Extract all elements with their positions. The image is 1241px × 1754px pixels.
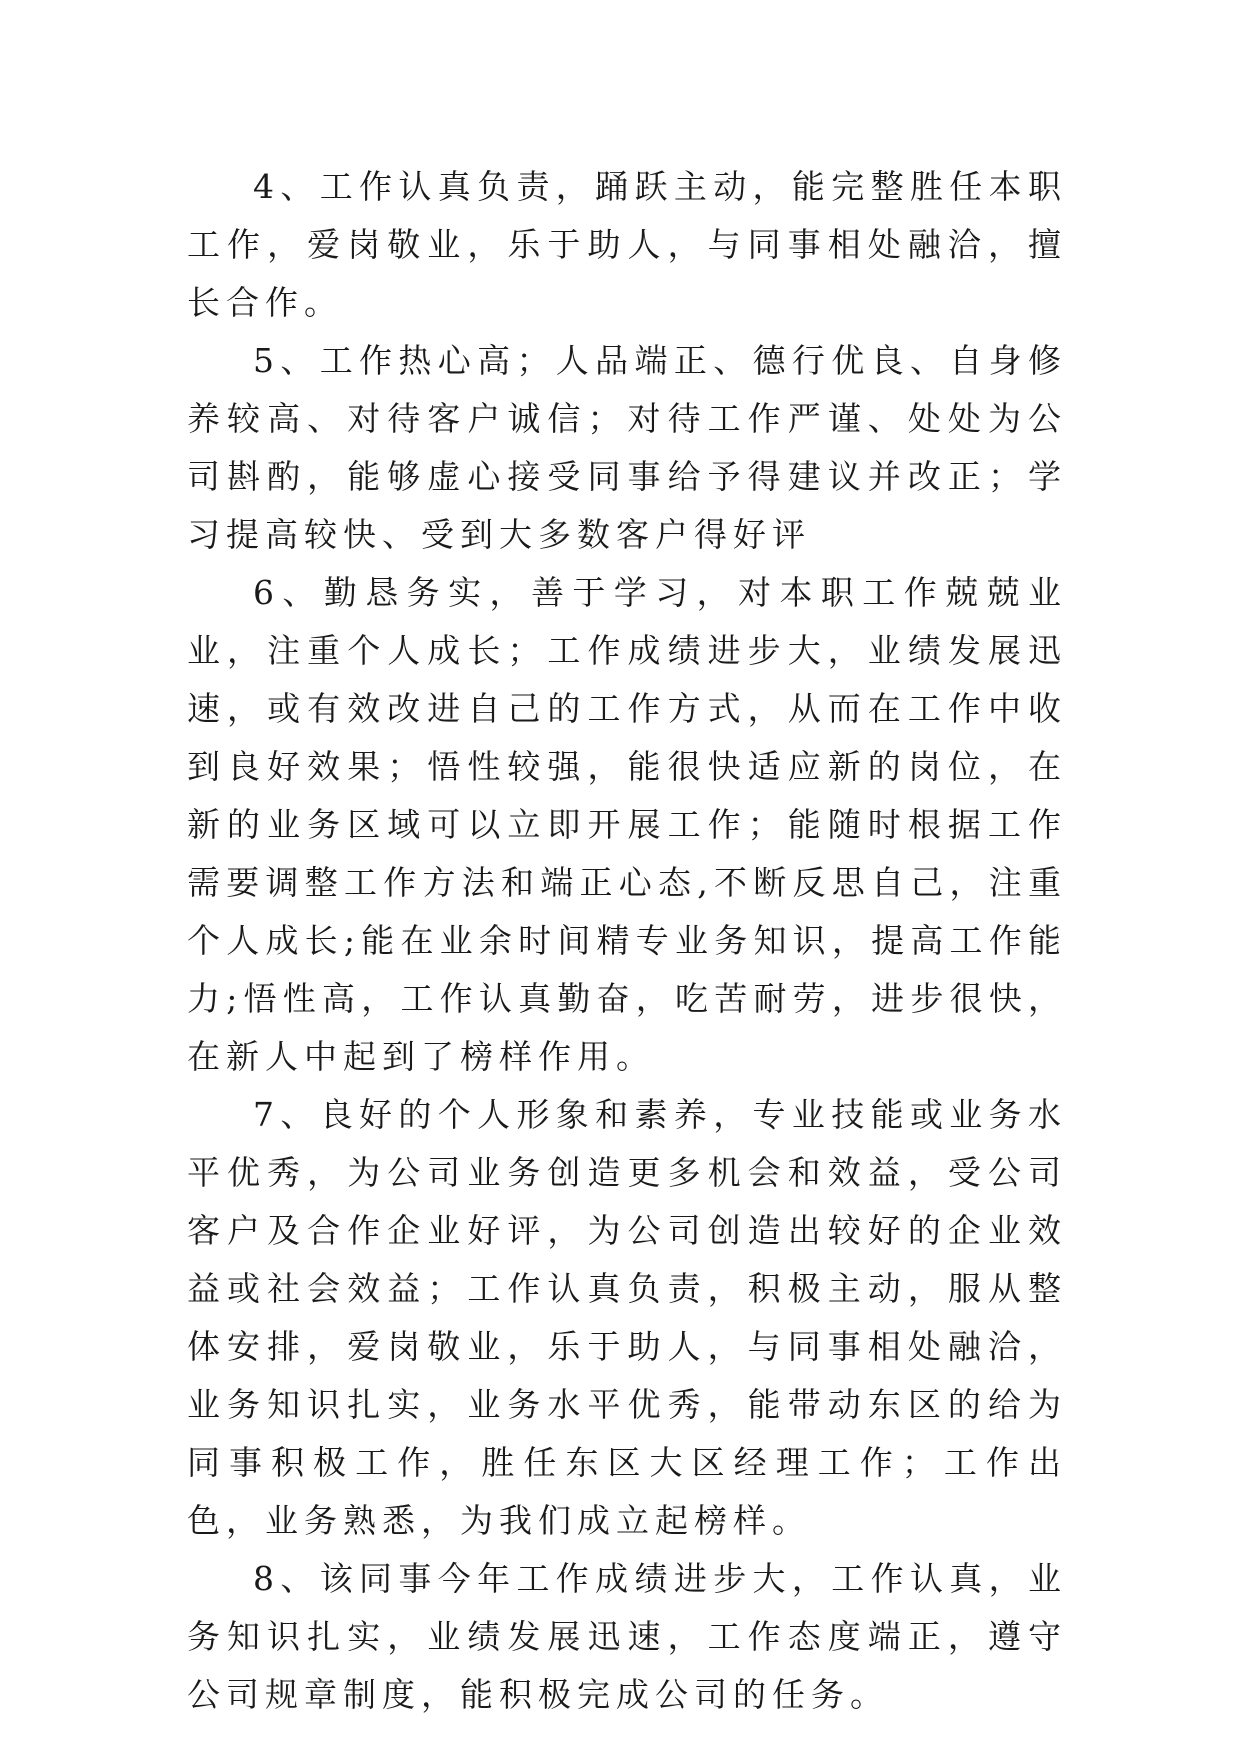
paragraph-8: 8、该同事今年工作成绩进步大，工作认真，业务知识扎实，业绩发展迅速，工作态度端正，遵守公司规章制度，能积极完成公司的任务。: [187, 1559, 1067, 1714]
paragraph-4: 4、工作认真负责，踊跃主动，能完整胜任本职工作，爱岗敬业，乐于助人，与同事相处融洽，擅长合作。: [187, 167, 1067, 322]
paragraph-7: 7、良好的个人形象和素养，专业技能或业务水平优秀，为公司业务创造更多机会和效益，受公司客户及合作企业好评，为公司创造出较好的企业效益或社会效益；工作认真负责，积极主动，服从整体安排，爱岗敬业，乐于助人，与同事相处融洽，业务知识扎实，业务水平优秀，能带动东区的给为同事积极工作，胜任东区大区经理工作；工作出色，业务熟悉，为我们成立起榜样。: [187, 1095, 1067, 1540]
paragraph-5: 5、工作热心高；人品端正、德行优良、自身修养较高、对待客户诚信；对待工作严谨、处处为公司斟酌，能够虚心接受同事给予得建议并改正；学习提高较快、受到大多数客户得好评: [187, 341, 1067, 554]
paragraph-6: 6、勤恳务实，善于学习，对本职工作兢兢业业，注重个人成长；工作成绩进步大，业绩发展迅速，或有效改进自己的工作方式，从而在工作中收到良好效果；悟性较强，能很快适应新的岗位，在新的业务区域可以立即开展工作；能随时根据工作需要调整工作方法和端正心态,不断反思自己，注重个人成长;能在业余时间精专业务知识，提高工作能力;悟性高，工作认真勤奋，吃苦耐劳，进步很快，在新人中起到了榜样作用。: [187, 573, 1067, 1076]
document-body: [187, 158, 1067, 1724]
